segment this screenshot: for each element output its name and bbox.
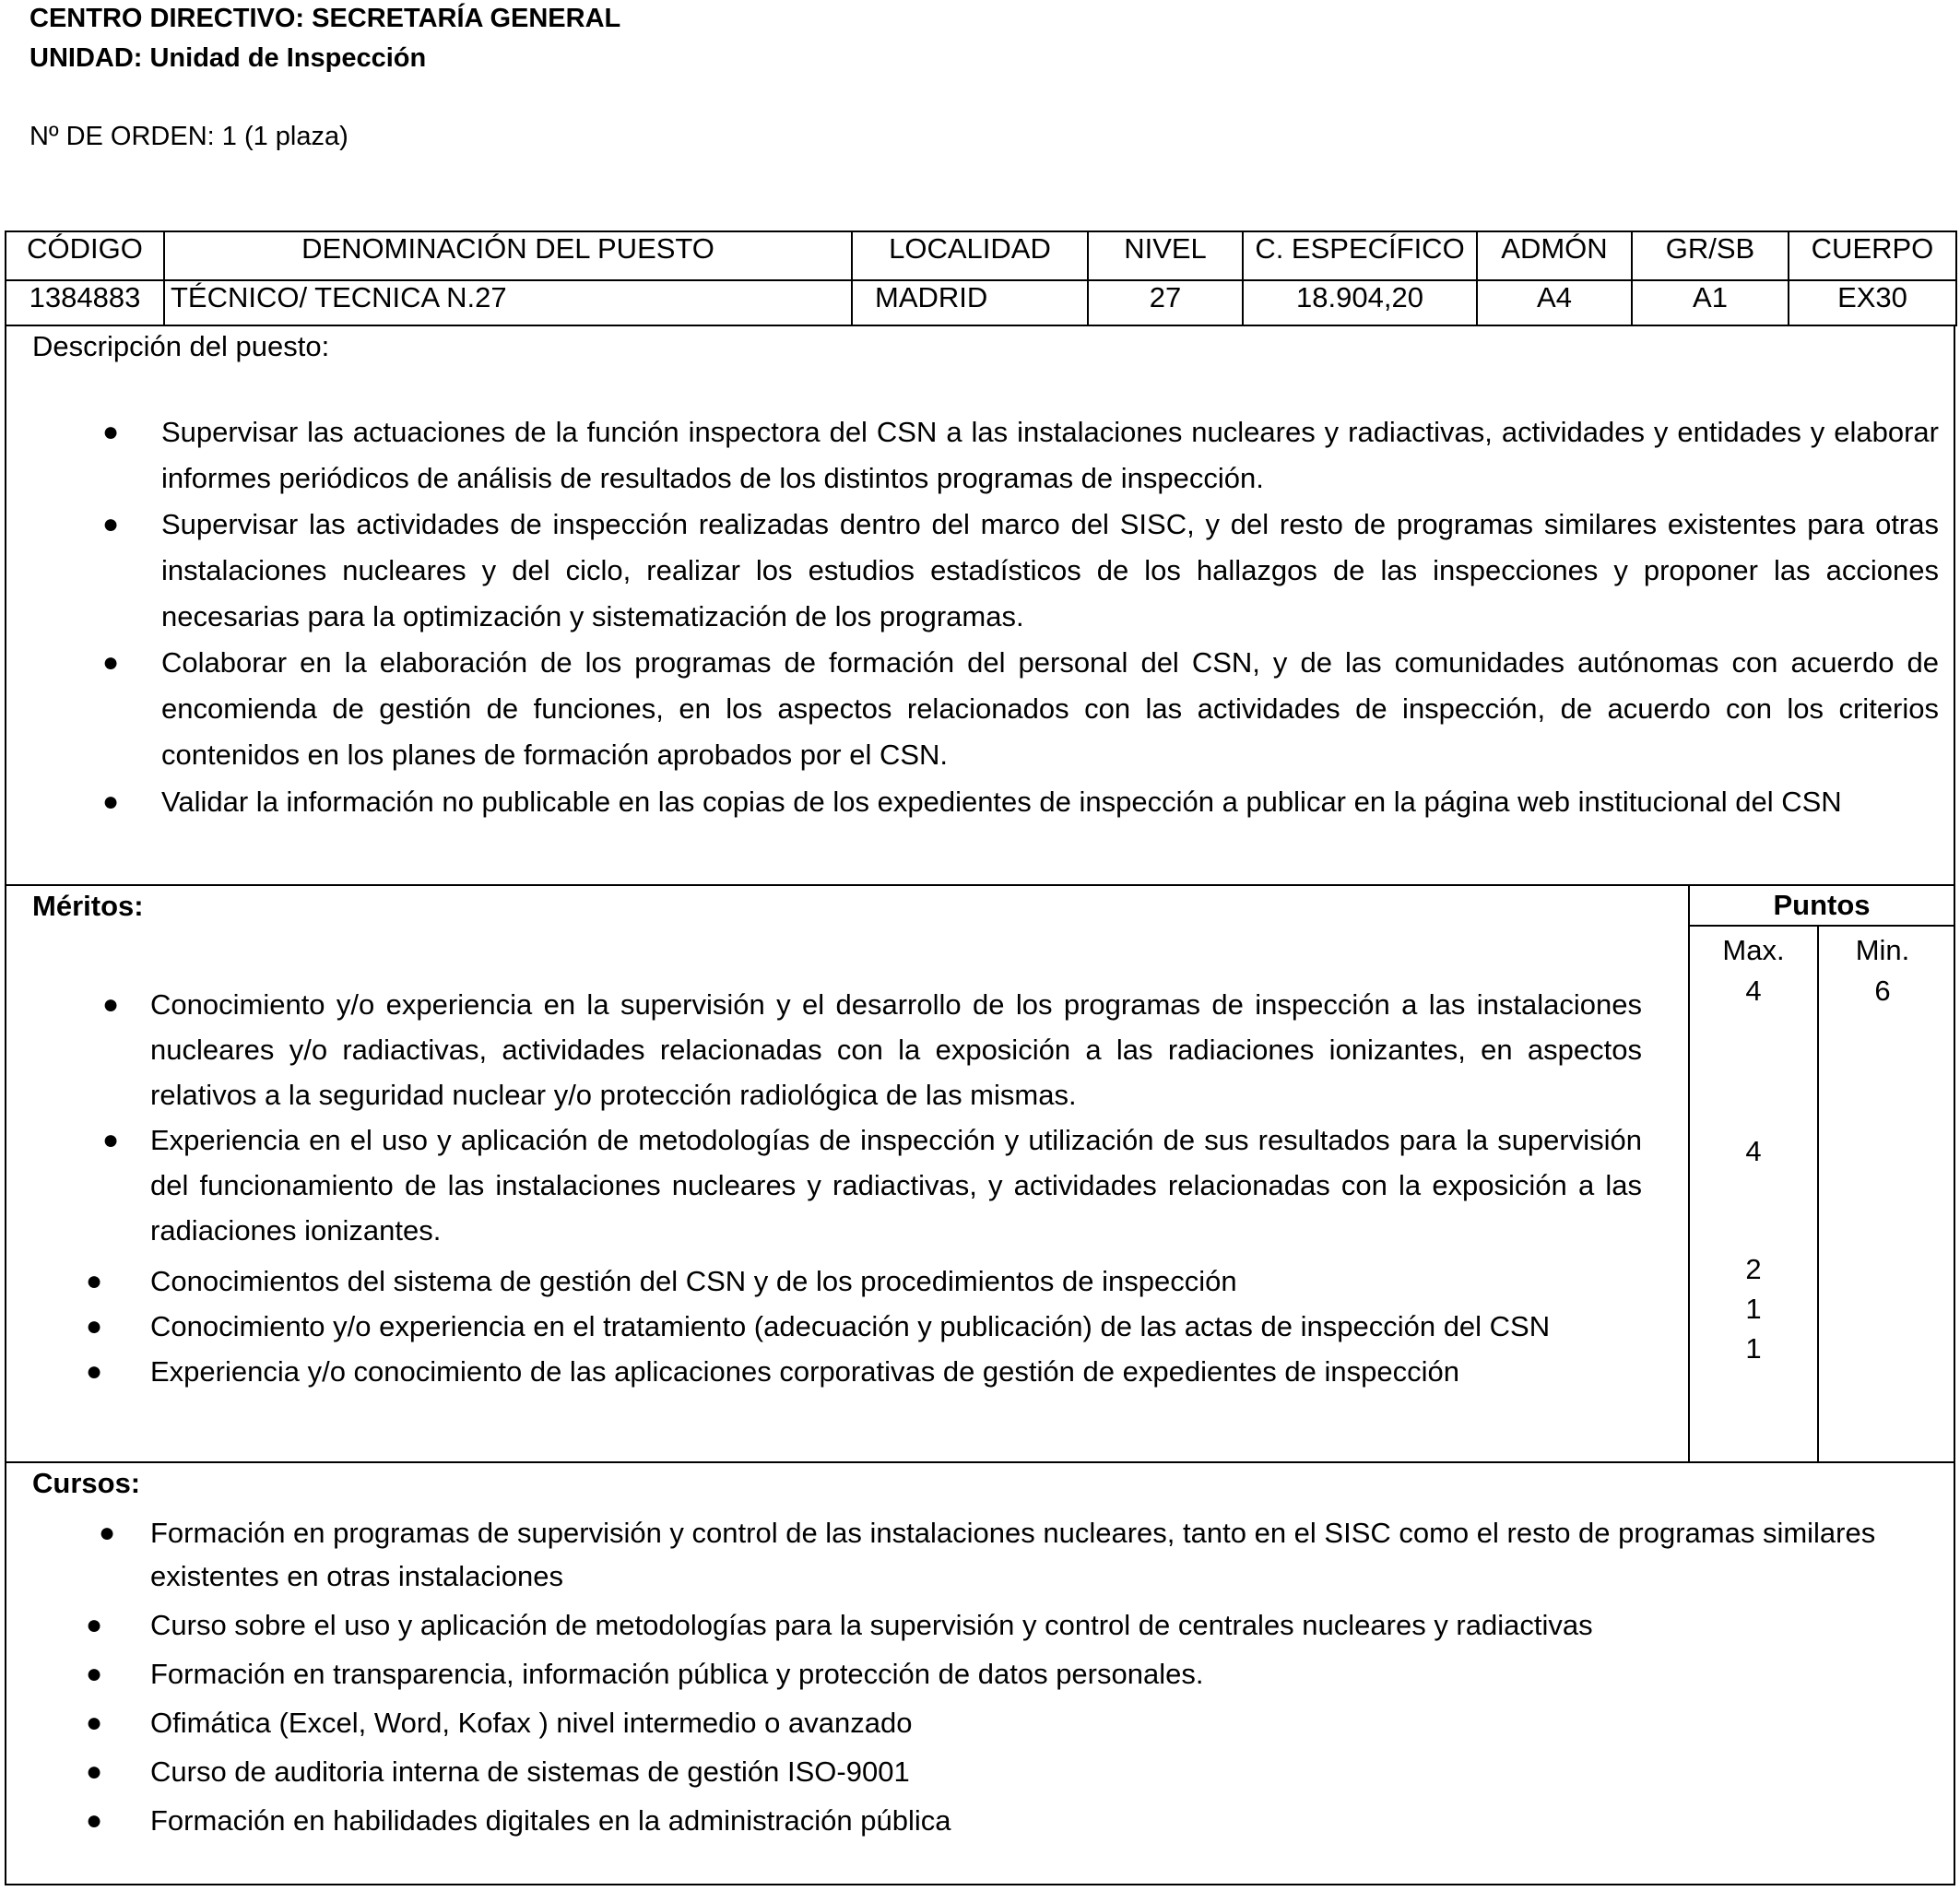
numero-orden: Nº DE ORDEN: 1 (1 plaza) (30, 122, 348, 151)
table-row (6, 280, 1956, 325)
cell-localidad: MADRID (852, 280, 1088, 325)
list-item: ● Supervisar las actividades de inspección realizadas dentro del marco del SISC, y del resto de programas similares existentes para otras instalaciones nucleares y del ciclo, realizar los estudios estadísticos de los hallazgos de las inspecciones y proponer las acciones necesarias para la optimización y sistematización de los programas. (6, 502, 1954, 640)
col-admon: ADMÓN (1477, 231, 1632, 280)
list-item: ● Formación en programas de supervisión y control de las instalaciones nucleares, tanto en el SISC como el resto de programas similares existentes en otras instalaciones (6, 1511, 1954, 1598)
cursos-section (5, 1463, 1955, 1885)
bullet-icon: ● (86, 1659, 103, 1689)
max-value: 1 (1745, 1332, 1762, 1365)
max-label: Max. (1722, 934, 1785, 966)
bullet-icon: ● (86, 1756, 103, 1787)
min-value: 6 (1874, 975, 1891, 1007)
col-grsb: GR/SB (1632, 231, 1789, 280)
table-header-row (6, 231, 1956, 280)
bullet-icon: ● (102, 417, 120, 447)
cell-admon: A4 (1477, 280, 1632, 325)
list-item: ● Conocimiento y/o experiencia en el tratamiento (adecuación y publicación) de las actas de inspección del CSN (6, 1304, 1688, 1349)
list-item: ● Curso sobre el uso y aplicación de metodologías para la supervisión y control de centrales nucleares y radiactivas (6, 1603, 1954, 1647)
bullet-icon: ● (86, 1356, 103, 1387)
cell-cuerpo: EX30 (1789, 280, 1956, 325)
bullet-icon: ● (102, 647, 120, 678)
list-item: ● Formación en transparencia, información pública y protección de datos personales. (6, 1652, 1954, 1696)
list-item: ● Ofimática (Excel, Word, Kofax ) nivel intermedio o avanzado (6, 1701, 1954, 1744)
centro-directivo: CENTRO DIRECTIVO: SECRETARÍA GENERAL (30, 4, 621, 33)
cell-denominacion: TÉCNICO/ TECNICA N.27 (164, 280, 852, 325)
col-codigo: CÓDIGO (6, 231, 164, 280)
bullet-icon: ● (86, 1805, 103, 1836)
col-especifico: C. ESPECÍFICO (1243, 231, 1477, 280)
cell-grsb: A1 (1632, 280, 1789, 325)
list-item: ● Experiencia y/o conocimiento de las aplicaciones corporativas de gestión de expedientes de inspección (6, 1349, 1688, 1394)
list-item: ● Colaborar en la elaboración de los programas de formación del personal del CSN, y de las comunidades autónomas con acuerdo de encomienda de gestión de funciones, en los aspectos relacionados con las actividades de inspección, de acuerdo con los criterios contenidos en los planes de formación aprobados por el CSN. (6, 640, 1954, 778)
max-value: 4 (1745, 1135, 1762, 1167)
col-localidad: LOCALIDAD (852, 231, 1088, 280)
cell-nivel: 27 (1088, 280, 1243, 325)
job-posting (5, 230, 1955, 1885)
cell-especifico: 18.904,20 (1243, 280, 1477, 325)
puntos-header: Puntos (1690, 886, 1954, 927)
bullet-icon: ● (102, 509, 120, 539)
list-item: ● Conocimientos del sistema de gestión del CSN y de los procedimientos de inspección (6, 1259, 1688, 1304)
bullet-icon: ● (99, 1518, 116, 1548)
list-item: ● Formación en habilidades digitales en la administración pública (6, 1799, 1954, 1842)
bullet-icon: ● (102, 989, 120, 1020)
col-cuerpo: CUERPO (1789, 231, 1956, 280)
meritos-section (5, 886, 1955, 1463)
descripcion-list (6, 409, 1954, 826)
list-item: ● Conocimiento y/o experiencia en la supervisión y el desarrollo de los programas de inspección a las instalaciones nucleares y/o radiactivas, actividades relacionadas con la exposición a las radiaciones ionizantes, en aspectos relativos a la seguridad nuclear y/o protección radiológica de las mismas. (6, 982, 1688, 1117)
bullet-icon: ● (86, 1266, 103, 1296)
bullet-icon: ● (86, 1610, 103, 1640)
list-item: ● Supervisar las actuaciones de la función inspectora del CSN a las instalaciones nucleares y radiactivas, actividades y entidades y elaborar informes periódicos de análisis de resultados de los distintos programas de inspección. (6, 409, 1954, 502)
cell-codigo: 1384883 (6, 280, 164, 325)
unidad: UNIDAD: Unidad de Inspección (30, 43, 427, 73)
max-value: 4 (1745, 975, 1762, 1007)
descripcion-title: Descripción del puesto: (32, 330, 330, 362)
bullet-icon: ● (102, 786, 120, 817)
max-value: 2 (1745, 1253, 1762, 1285)
col-nivel: NIVEL (1088, 231, 1243, 280)
col-denominacion: DENOMINACIÓN DEL PUESTO (164, 231, 852, 280)
max-value: 1 (1745, 1293, 1762, 1325)
bullet-icon: ● (86, 1311, 103, 1341)
cursos-list (6, 1511, 1954, 1848)
descripcion-section (5, 326, 1955, 886)
bullet-icon: ● (86, 1708, 103, 1738)
bullet-icon: ● (102, 1125, 120, 1155)
list-item: ● Experiencia en el uso y aplicación de metodologías de inspección y utilización de sus resultados para la supervisión del funcionamiento de las instalaciones nucleares y radiactivas, y actividades relacionadas con la exposición a las radiaciones ionizantes. (6, 1117, 1688, 1253)
list-item: ● Curso de auditoria interna de sistemas de gestión ISO-9001 (6, 1750, 1954, 1793)
list-item: ● Validar la información no publicable en las copias de los expedientes de inspección a publicar en la página web institucional del CSN (6, 778, 1954, 826)
meritos-list (6, 982, 1688, 1394)
puntos-panel (1688, 886, 1954, 1461)
min-label: Min. (1855, 934, 1910, 966)
position-table (5, 230, 1957, 326)
meritos-title: Méritos: (32, 890, 144, 922)
cursos-title: Cursos: (32, 1467, 141, 1499)
